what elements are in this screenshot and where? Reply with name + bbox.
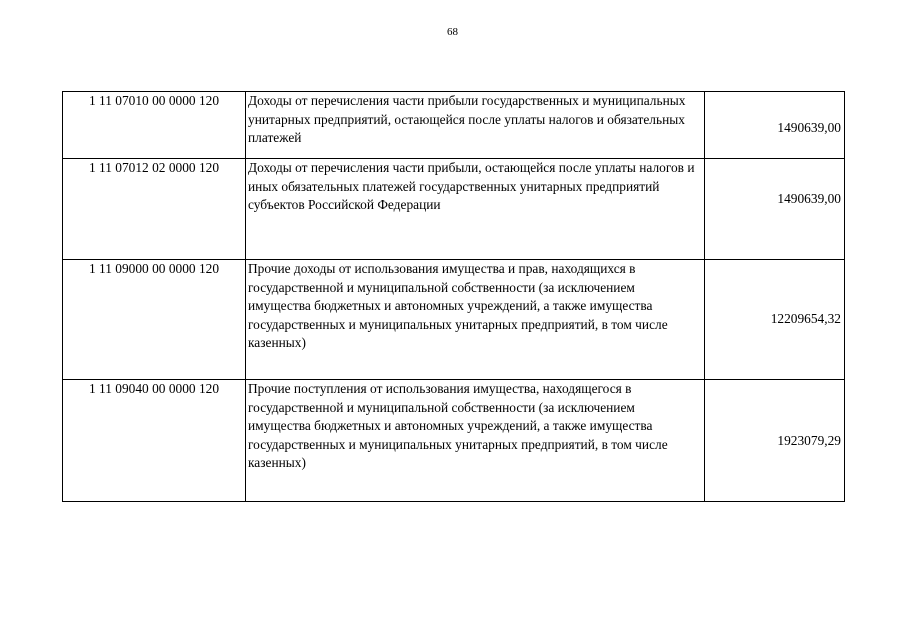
revenue-code: 1 11 09000 00 0000 120: [63, 260, 246, 380]
budget-revenue-table: [62, 91, 845, 502]
revenue-name: Доходы от перечисления части прибыли государственных и муниципальных унитарных предприятий, остающейся после уплаты налогов и обязательных платежей: [246, 92, 705, 159]
revenue-amount: 1490639,00: [705, 159, 845, 260]
revenue-code: 1 11 07012 02 0000 120: [63, 159, 246, 260]
revenue-amount: 1490639,00: [705, 92, 845, 159]
table-row: [63, 92, 845, 159]
revenue-name: Прочие поступления от использования имущества, находящегося в государственной и муниципальной собственности (за исключением имущества бюджетных и автономных учреждений, а также имущества государственных и муниципальных унитарных предприятий, в том числе казенных): [246, 380, 705, 502]
revenue-code: 1 11 07010 00 0000 120: [63, 92, 246, 159]
revenue-name: Доходы от перечисления части прибыли, остающейся после уплаты налогов и иных обязательных платежей государственных унитарных предприятий субъектов Российской Федерации: [246, 159, 705, 260]
revenue-amount: 1923079,29: [705, 380, 845, 502]
revenue-amount: 12209654,32: [705, 260, 845, 380]
page-number: 68: [447, 26, 458, 38]
revenue-code: 1 11 09040 00 0000 120: [63, 380, 246, 502]
table-row: [63, 260, 845, 380]
table-row: [63, 159, 845, 260]
table-row: [63, 380, 845, 502]
revenue-name: Прочие доходы от использования имущества и прав, находящихся в государственной и муниципальной собственности (за исключением имущества бюджетных и автономных учреждений, а также имущества государственных и муниципальных унитарных предприятий, в том числе казенных): [246, 260, 705, 380]
